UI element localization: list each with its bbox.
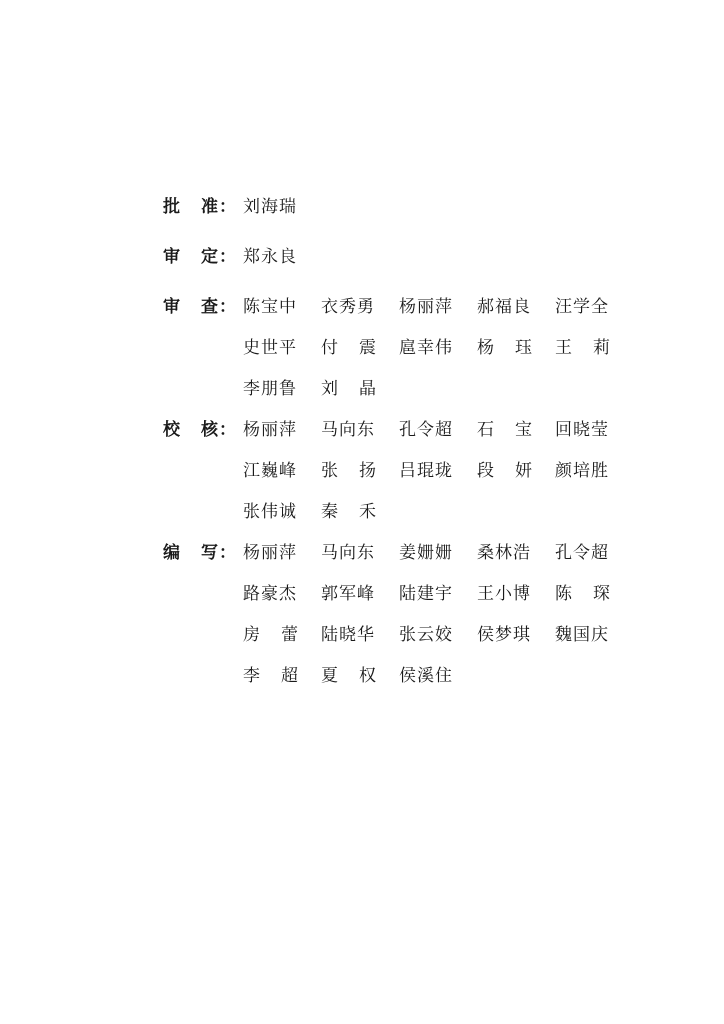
person-name: 郭军峰 [321, 583, 375, 604]
name-list [243, 536, 633, 700]
person-name: 马向东 [321, 419, 375, 440]
person-name: 秦 禾 [321, 501, 377, 522]
person-name: 刘 晶 [321, 378, 377, 399]
person-name: 江巍峰 [243, 460, 297, 481]
credit-section [163, 190, 633, 240]
credit-section [163, 240, 633, 290]
credit-section [163, 290, 633, 413]
person-name: 石 宝 [477, 419, 533, 440]
person-name: 扈幸伟 [399, 337, 453, 358]
name-row [243, 331, 633, 359]
person-name: 孔令超 [555, 542, 609, 563]
person-name: 回晓莹 [555, 419, 609, 440]
person-name: 房 蕾 [243, 624, 299, 645]
name-list [243, 190, 633, 240]
name-row [243, 190, 633, 218]
person-name: 姜姗姗 [399, 542, 453, 563]
name-row [243, 240, 633, 268]
person-name: 孔令超 [399, 419, 453, 440]
name-row [243, 536, 633, 564]
name-row [243, 618, 633, 646]
credit-section [163, 413, 633, 536]
person-name: 付 震 [321, 337, 377, 358]
person-name: 杨丽萍 [243, 419, 297, 440]
credit-section [163, 536, 633, 700]
name-row [243, 659, 633, 687]
person-name: 陈 琛 [555, 583, 611, 604]
person-name: 郝福良 [477, 296, 531, 317]
role-label: 批 准 ： [163, 196, 236, 217]
name-row [243, 577, 633, 605]
role-label: 审 定 ： [163, 246, 236, 267]
person-name: 马向东 [321, 542, 375, 563]
person-name: 魏国庆 [555, 624, 609, 645]
person-name: 李朋鲁 [243, 378, 297, 399]
person-name: 吕琨珑 [399, 460, 453, 481]
person-name: 陆建宇 [399, 583, 453, 604]
person-name: 张伟诚 [243, 501, 297, 522]
person-name: 颜培胜 [555, 460, 609, 481]
role-label: 审 查 ： [163, 296, 236, 317]
name-list [243, 290, 633, 413]
credits-list [163, 190, 633, 700]
person-name: 刘海瑞 [243, 196, 297, 217]
person-name: 段 妍 [477, 460, 533, 481]
person-name: 陈宝中 [243, 296, 297, 317]
person-name: 李 超 [243, 665, 299, 686]
role-label: 编 写 ： [163, 542, 236, 563]
person-name: 侯溪住 [399, 665, 453, 686]
person-name: 汪学全 [555, 296, 609, 317]
name-list [243, 240, 633, 290]
person-name: 史世平 [243, 337, 297, 358]
person-name: 杨丽萍 [399, 296, 453, 317]
person-name: 张云姣 [399, 624, 453, 645]
name-row [243, 290, 633, 318]
person-name: 夏 权 [321, 665, 377, 686]
role-label: 校 核 ： [163, 419, 236, 440]
person-name: 路豪杰 [243, 583, 297, 604]
person-name: 衣秀勇 [321, 296, 375, 317]
name-row [243, 454, 633, 482]
person-name: 桑林浩 [477, 542, 531, 563]
name-list [243, 413, 633, 536]
person-name: 杨丽萍 [243, 542, 297, 563]
name-row [243, 495, 633, 523]
person-name: 王小博 [477, 583, 531, 604]
person-name: 郑永良 [243, 246, 297, 267]
name-row [243, 372, 633, 400]
person-name: 王 莉 [555, 337, 611, 358]
person-name: 张 扬 [321, 460, 377, 481]
name-row [243, 413, 633, 441]
person-name: 杨 珏 [477, 337, 533, 358]
person-name: 陆晓华 [321, 624, 375, 645]
person-name: 侯梦琪 [477, 624, 531, 645]
